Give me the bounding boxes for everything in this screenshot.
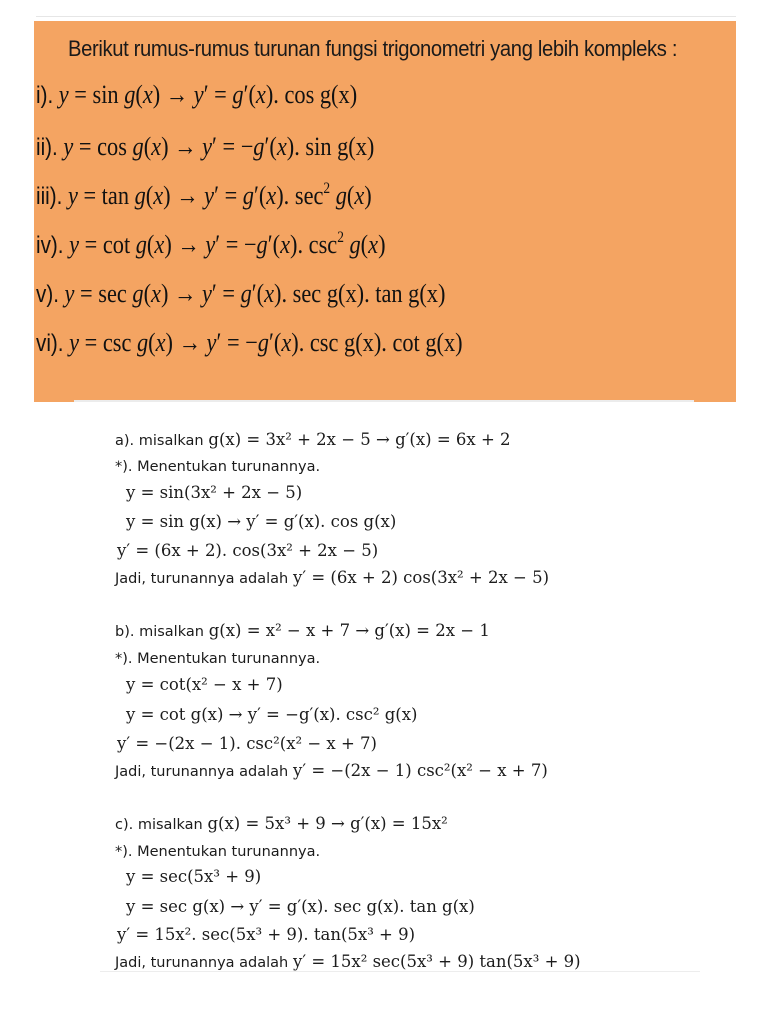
rule-number: i).	[36, 82, 54, 109]
rule-2: ii). y = cos g(x) → y′ = −g′(x). sin g(x)	[36, 132, 375, 161]
rule-result: sin g(x)	[305, 132, 375, 161]
rule-4: iv). y = cot g(x) → y′ = −g′(x). $\csc^2 g(x)$	[36, 228, 386, 259]
section-divider	[74, 400, 694, 402]
rule-number: v).	[36, 281, 59, 308]
rule-func: cos	[97, 132, 127, 161]
rule-result: csc g(x). cot g(x)	[309, 328, 463, 357]
example-b-line-3: y′ = −(2x − 1). csc²(x² − x + 7)	[117, 734, 377, 753]
rule-number: ii).	[36, 134, 58, 161]
example-b-substitution: b). misalkan g(x) = x² − x + 7 → g′(x) = 2x − 1	[115, 621, 490, 640]
example-b-step-label: *). Menentukan turunannya.	[115, 651, 321, 667]
example-c-conclusion: Jadi, turunannya adalah y′ = 15x² sec(5x³ + 9) tan(5x³ + 9)	[115, 952, 581, 971]
example-c-line-3: y′ = 15x². sec(5x³ + 9). tan(5x³ + 9)	[117, 925, 416, 944]
rule-5: v). y = sec g(x) → y′ = g′(x). sec g(x). tan g(x)	[36, 279, 446, 308]
rule-number: iv).	[36, 232, 64, 259]
rule-func: tan	[101, 181, 130, 210]
rule-result: sec	[294, 181, 324, 210]
example-b-line-2: y = cot g(x) → y′ = −g′(x). csc² g(x)	[126, 705, 418, 724]
example-b-line-1: y = cot(x² − x + 7)	[126, 675, 283, 694]
example-a-line-1: y = sin(3x² + 2x − 5)	[126, 483, 303, 502]
rule-func: cot	[102, 230, 131, 259]
rule-number: iii).	[36, 183, 63, 210]
rule-3: iii). y = tan g(x) → y′ = g′(x). $\sec^2 g(x)$	[36, 179, 372, 210]
example-c-line-2: y = sec g(x) → y′ = g′(x). sec g(x). tan g(x)	[126, 897, 475, 916]
example-c-line-1: y = sec(5x³ + 9)	[126, 867, 262, 886]
top-divider	[36, 16, 736, 17]
rule-result: csc	[308, 230, 338, 259]
example-a-step-label: *). Menentukan turunannya.	[115, 459, 321, 475]
example-a-substitution: a). misalkan g(x) = 3x² + 2x − 5 → g′(x) = 6x + 2	[115, 430, 511, 449]
rule-func: sin	[92, 80, 119, 109]
example-c-substitution: c). misalkan g(x) = 5x³ + 9 → g′(x) = 15x²	[115, 814, 448, 833]
rule-result: cos g(x)	[284, 80, 358, 109]
example-a-line-3: y′ = (6x + 2). cos(3x² + 2x − 5)	[117, 541, 379, 560]
formula-box-title: Berikut rumus-rumus turunan fungsi trigonometri yang lebih kompleks :	[68, 36, 678, 61]
example-a-line-2: y = sin g(x) → y′ = g′(x). cos g(x)	[126, 512, 397, 531]
rule-func: sec	[98, 279, 127, 308]
example-a-conclusion: Jadi, turunannya adalah y′ = (6x + 2) cos(3x² + 2x − 5)	[115, 568, 550, 587]
rule-6: vi). y = csc g(x) → y′ = −g′(x). csc g(x). cot g(x)	[36, 328, 463, 357]
example-c-step-label: *). Menentukan turunannya.	[115, 844, 321, 860]
bottom-divider	[100, 971, 700, 972]
rule-number: vi).	[36, 330, 64, 357]
rule-1: i). y = sin g(x) → y′ = g′(x). cos g(x)	[36, 80, 358, 109]
rule-result: sec g(x). tan g(x)	[292, 279, 446, 308]
rule-func: csc	[102, 328, 132, 357]
example-b-conclusion: Jadi, turunannya adalah y′ = −(2x − 1) csc²(x² − x + 7)	[115, 761, 548, 780]
